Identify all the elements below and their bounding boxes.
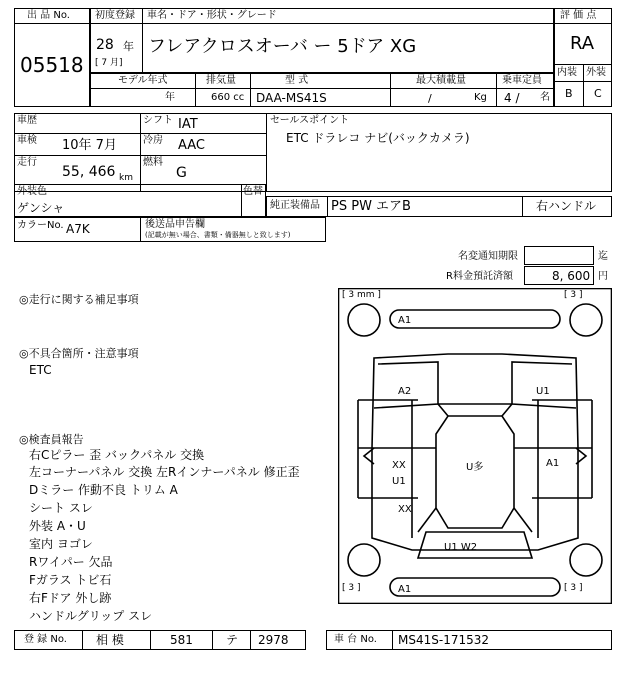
inspector-line: 右Fドア 外し跡 (29, 591, 112, 605)
ext-color-label: 外装色 (17, 186, 47, 197)
displacement-label: 排気量 (206, 75, 236, 86)
interior-label: 内装 (557, 67, 577, 78)
shift-value: IAT (178, 117, 198, 132)
aircon-label: 冷房 (143, 135, 163, 146)
reg-class: 581 (170, 633, 193, 647)
sales-point-label: セールスポイント (270, 115, 350, 126)
ext-color-value: ゲンシャ (17, 201, 65, 215)
left-front-door-mark: XX (398, 504, 412, 515)
eval-score: RA (570, 33, 595, 54)
first-reg-year-unit: 年 (123, 40, 134, 53)
inspection-value: 10年 7月 (62, 138, 117, 153)
rear-bumper-mark: A1 (398, 315, 412, 326)
exterior-score: C (594, 87, 602, 100)
interior-score: B (565, 87, 573, 100)
aircon-value: AAC (178, 138, 205, 153)
inspector-line: 外装 A・U (29, 519, 86, 533)
front-bumper-mark: A1 (398, 584, 412, 595)
driving-notes-title: ◎走行に関する補足事項 (19, 293, 139, 306)
aftermarket-label: 後送品申告欄 (145, 219, 205, 230)
type-label: 型 式 (285, 75, 309, 86)
capacity-unit: 名 (540, 92, 550, 103)
rear-bumper-shape (390, 310, 560, 328)
chassis-label: 車 台 No. (334, 634, 377, 645)
mileage-label: 走行 (17, 157, 37, 168)
defects-title: ◎不具合箇所・注意事項 (19, 347, 139, 360)
tire-front-left-icon (348, 544, 380, 576)
inspector-line: 左コーナーパネル 交換 左Rインナーパネル 修正歪 (29, 465, 300, 479)
defect-line: ETC (29, 363, 52, 377)
type-value: DAA-MS41S (256, 91, 327, 105)
reg-kana: テ (226, 633, 239, 647)
right-door-mark: A1 (546, 458, 560, 469)
capacity-value: 4 / (504, 91, 520, 105)
max-load-value: / (428, 92, 432, 105)
tire-rear-left-icon (348, 304, 380, 336)
left-rear-door-mark: XX (392, 460, 406, 471)
lot-number: 05518 (20, 53, 84, 77)
inspector-line: シート スレ (29, 501, 93, 515)
model-year-unit: 年 (165, 92, 175, 103)
exterior-label: 外装 (586, 67, 606, 78)
recycle-value: 8, 600 (552, 269, 591, 283)
fuel-label: 燃料 (143, 157, 163, 168)
mileage-value: 55, 466 (62, 164, 116, 180)
left-rear-door-mark-2: U1 (392, 476, 406, 487)
left-rear-mark: A2 (398, 386, 412, 397)
sales-point-value: ETC ドラレコ ナビ(バックカメラ) (286, 131, 470, 145)
tire-rear-right-icon (570, 304, 602, 336)
genuine-label: 純正装備品 (270, 200, 320, 211)
mileage-unit: km (119, 173, 133, 183)
body-outline (372, 354, 578, 550)
eval-label: 評 価 点 (560, 10, 597, 21)
tire-label-tl: [ 3 mm ] (342, 290, 381, 300)
repaint-label: 色替 (243, 186, 263, 197)
aftermarket-note: (記載が無い場合、書類・備器無しと致します) (145, 231, 291, 239)
tire-label-bl: [ 3 ] (342, 583, 361, 593)
inspector-title: ◎検査員報告 (19, 433, 84, 446)
tire-label-br: [ 3 ] (564, 583, 583, 593)
inspector-line: 右Cピラー 歪 バックパネル 交換 (29, 448, 205, 462)
max-load-label: 最大積載量 (416, 75, 466, 86)
first-reg-label: 初度登録 (95, 10, 135, 21)
right-rear-mark: U1 (536, 386, 550, 397)
inspection-label: 車検 (17, 135, 37, 146)
recycle-unit: 円 (598, 271, 608, 282)
inspector-line: 室内 ヨゴレ (29, 537, 93, 551)
car-name: フレアクロスオーバ ー 5ドア XG (148, 36, 417, 57)
history-label: 車歴 (17, 115, 37, 126)
handle-value: 右ハンドル (536, 199, 597, 213)
first-reg-year: 28 (96, 37, 114, 53)
inspector-line: ハンドルグリップ スレ (29, 609, 153, 623)
model-year-label: モデル年式 (118, 75, 168, 86)
name-change-field (524, 246, 594, 265)
shift-label: シフト (143, 115, 173, 126)
capacity-label: 乗車定員 (502, 75, 542, 86)
reg-label: 登 録 No. (24, 634, 67, 645)
max-load-unit: Kg (474, 92, 487, 103)
inspector-line: Rワイパー 欠品 (29, 555, 113, 569)
lot-label: 出 品 No. (27, 10, 70, 21)
car-damage-diagram (338, 288, 612, 604)
reg-number: 2978 (258, 633, 289, 647)
displacement-value: 660 cc (211, 92, 245, 103)
recycle-label: R料金預託済額 (446, 271, 513, 282)
genuine-value: PS PW エアB (331, 199, 411, 214)
roof-mark: U多 (466, 462, 484, 473)
name-label: 車名・ドア・形状・グレード (147, 10, 277, 21)
color-no-label: カラーNo. (17, 220, 64, 231)
name-change-label: 名変通知期限 (458, 251, 518, 262)
front-bumper-shape (390, 578, 560, 596)
color-no-value: A7K (66, 222, 90, 236)
tire-front-right-icon (570, 544, 602, 576)
first-reg-month: [ 7 月] (95, 58, 123, 68)
tire-label-tr: [ 3 ] (564, 290, 583, 300)
hood-mark: U1 W2 (444, 542, 478, 553)
inspector-line: Dミラー 作動不良 トリム A (29, 483, 178, 497)
fuel-value: G (176, 165, 187, 181)
reg-area: 相 模 (96, 633, 124, 647)
name-change-unit: 迄 (598, 251, 608, 262)
inspector-line: Fガラス トビ石 (29, 573, 112, 587)
chassis-value: MS41S-171532 (398, 633, 489, 647)
